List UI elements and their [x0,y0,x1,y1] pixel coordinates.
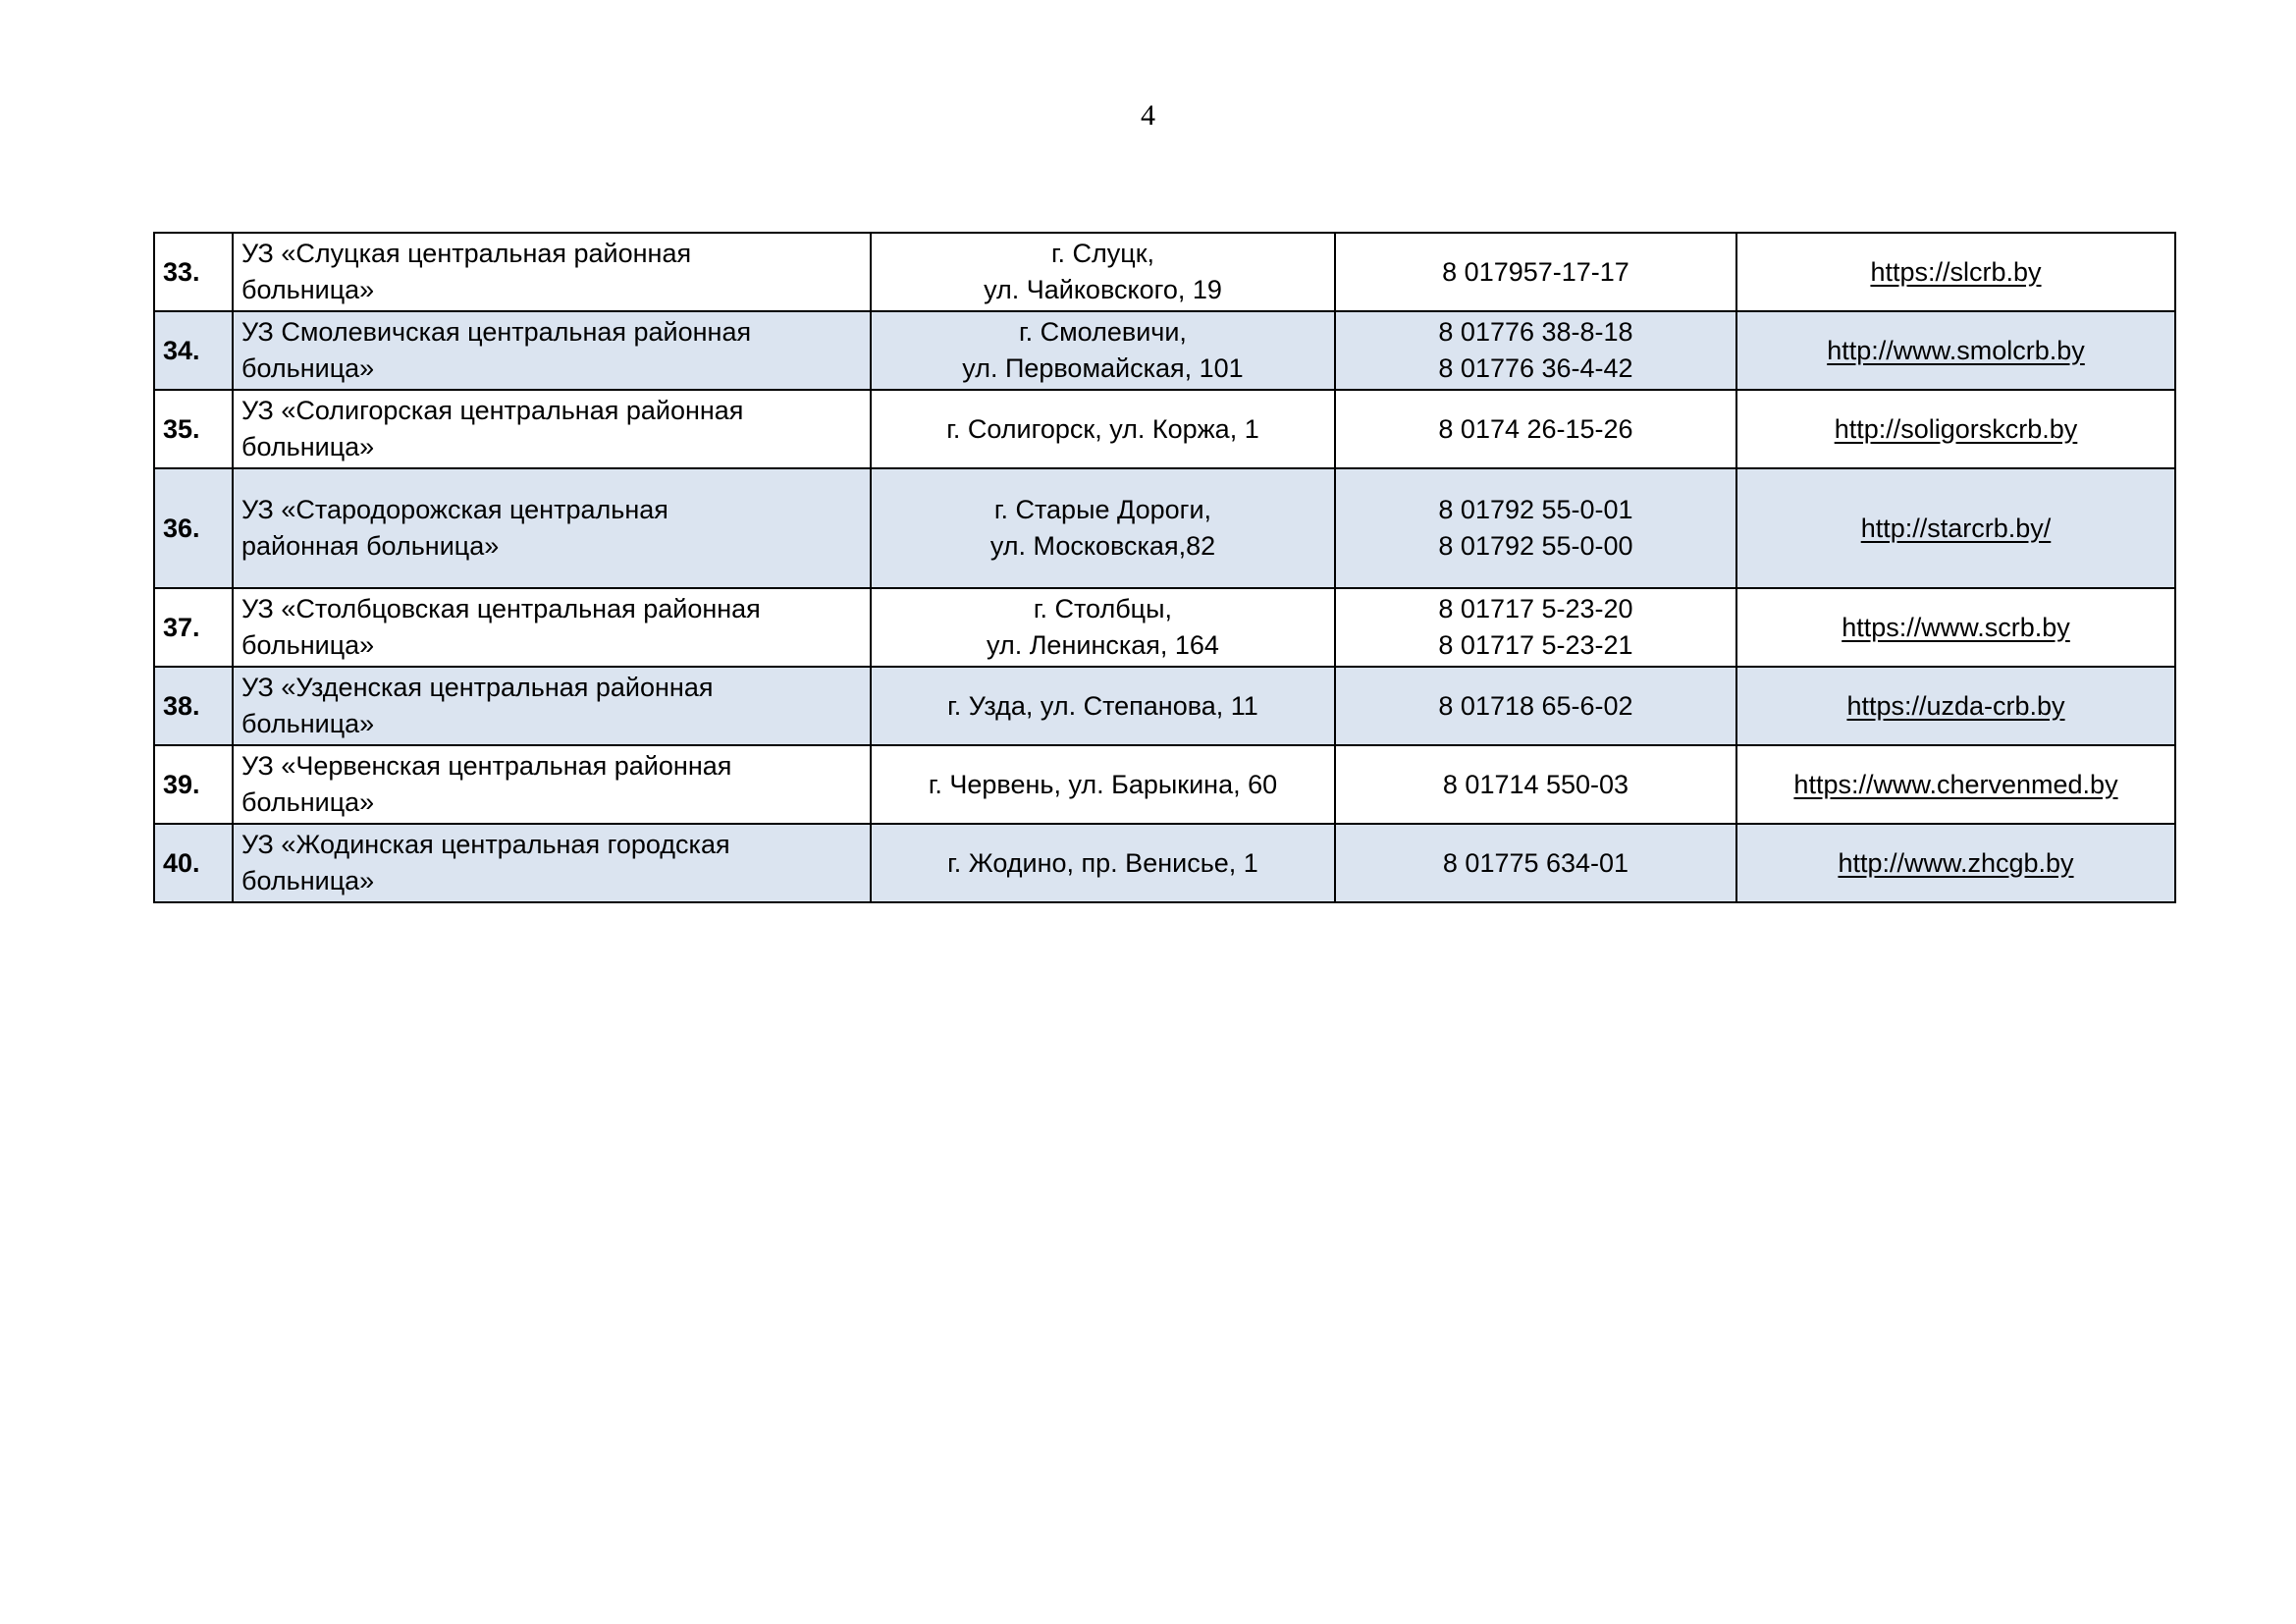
hospital-website-link[interactable]: http://www.smolcrb.by [1827,335,2085,365]
row-number: 34. [154,311,233,390]
table-row [154,667,2175,745]
hospital-address: г. Жодино, пр. Венисье, 1 [871,824,1335,902]
table-row [154,390,2175,468]
hospital-address: г. Узда, ул. Степанова, 11 [871,667,1335,745]
table-row [154,745,2175,824]
hospital-phone: 8 01718 65-6-02 [1335,667,1736,745]
hospital-phone: 8 01792 55-0-01 8 01792 55-0-00 [1335,468,1736,588]
hospital-website-link[interactable]: http://www.zhcgb.by [1838,847,2074,878]
hospital-phone: 8 01775 634-01 [1335,824,1736,902]
hospital-name: УЗ «Слуцкая центральная районная больница» [233,233,871,311]
hospital-address: г. Слуцк, ул. Чайковского, 19 [871,233,1335,311]
hospital-website-link[interactable]: https://www.scrb.by [1842,612,2070,642]
table-row [154,233,2175,311]
table-row [154,468,2175,588]
hospital-phone: 8 017957-17-17 [1335,233,1736,311]
hospital-address: г. Червень, ул. Барыкина, 60 [871,745,1335,824]
hospital-website-cell [1736,588,2175,667]
hospital-website-cell [1736,390,2175,468]
row-number: 35. [154,390,233,468]
hospital-phone: 8 01717 5-23-20 8 01717 5-23-21 [1335,588,1736,667]
hospital-name: УЗ «Червенская центральная районная больница» [233,745,871,824]
hospital-website-cell [1736,824,2175,902]
row-number: 36. [154,468,233,588]
hospital-address: г. Солигорск, ул. Коржа, 1 [871,390,1335,468]
hospital-phone: 8 0174 26-15-26 [1335,390,1736,468]
hospital-website-link[interactable]: https://slcrb.by [1870,256,2042,287]
table-row [154,311,2175,390]
row-number: 40. [154,824,233,902]
hospital-name: УЗ «Солигорская центральная районная больница» [233,390,871,468]
hospital-name: УЗ Смолевичская центральная районная больница» [233,311,871,390]
table-row [154,824,2175,902]
table-row [154,588,2175,667]
hospital-address: г. Старые Дороги, ул. Московская,82 [871,468,1335,588]
row-number: 37. [154,588,233,667]
hospital-website-cell [1736,311,2175,390]
row-number: 33. [154,233,233,311]
hospital-website-link[interactable]: http://soligorskcrb.by [1834,413,2078,444]
hospital-name: УЗ «Стародорожская центральная районная больница» [233,468,871,588]
hospital-phone: 8 01714 550-03 [1335,745,1736,824]
hospital-name: УЗ «Жодинская центральная городская больница» [233,824,871,902]
row-number: 39. [154,745,233,824]
hospital-website-cell [1736,745,2175,824]
hospital-address: г. Столбцы, ул. Ленинская, 164 [871,588,1335,667]
hospital-website-link[interactable]: https://www.chervenmed.by [1793,769,2118,799]
hospital-name: УЗ «Столбцовская центральная районная больница» [233,588,871,667]
hospital-website-cell [1736,233,2175,311]
hospital-address: г. Смолевичи, ул. Первомайская, 101 [871,311,1335,390]
hospital-name: УЗ «Узденская центральная районная больница» [233,667,871,745]
page-number: 4 [1141,99,1155,132]
hospital-website-cell [1736,667,2175,745]
hospitals-table [153,232,2176,903]
hospital-website-link[interactable]: http://starcrb.by/ [1860,513,2052,543]
hospital-phone: 8 01776 38-8-18 8 01776 36-4-42 [1335,311,1736,390]
hospital-website-cell [1736,468,2175,588]
row-number: 38. [154,667,233,745]
hospital-website-link[interactable]: https://uzda-crb.by [1846,690,2065,721]
